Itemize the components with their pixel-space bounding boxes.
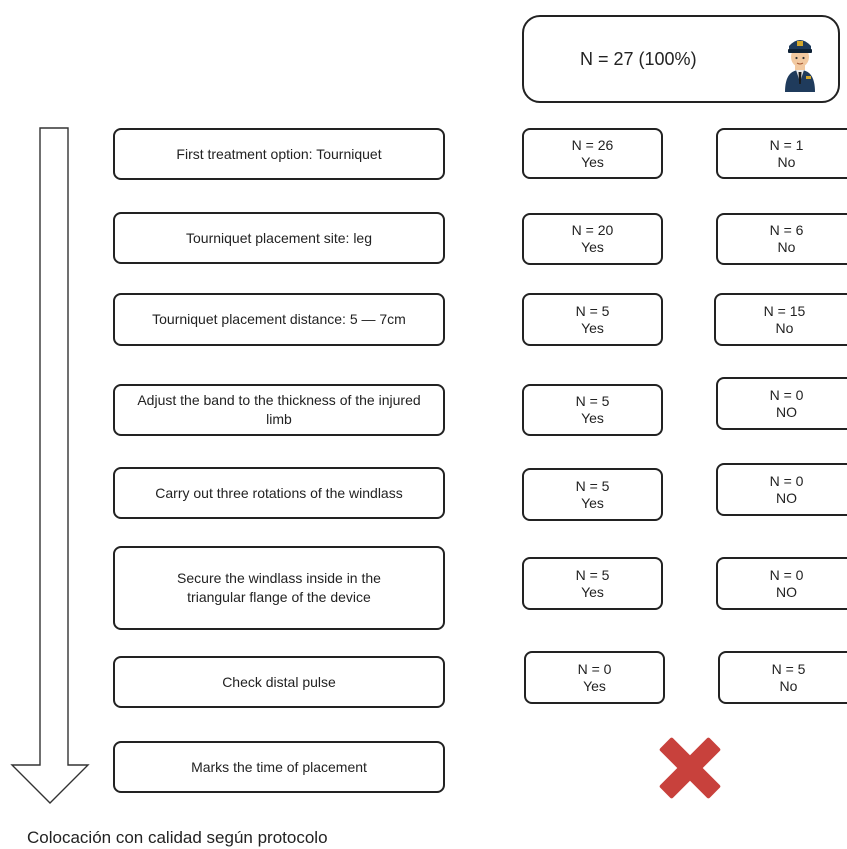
step-label: Tourniquet placement site: leg [186,229,372,246]
yes-label: Yes [581,153,604,170]
no-count: N = 0 [769,386,804,403]
flow-down-arrow [0,0,100,810]
footer-caption: Colocación con calidad según protocolo [27,828,328,847]
yes-box [522,213,663,265]
no-box [716,557,847,610]
no-count: N = 0 [769,566,804,583]
no-label: NO [776,583,797,600]
step-label: First treatment option: Tourniquet [176,145,382,162]
step-label: Secure the windlass inside in the triangular flange of the device [177,570,381,605]
no-box [716,128,847,179]
red-x-icon [652,730,728,806]
no-label: No [777,239,796,255]
step-box [113,212,445,264]
police-officer-icon [777,30,823,92]
yes-label: Yes [581,583,604,600]
yes-label: Yes [581,319,604,336]
step-box [113,293,445,346]
yes-box [522,128,663,179]
step-label: Adjust the band to the thickness of the injured limb [137,392,421,427]
no-label: No [779,677,798,694]
yes-count: N = 26 [571,136,614,153]
no-box [714,293,847,346]
step-box [113,128,445,180]
step-label: Tourniquet placement distance: 5 — 7cm [152,311,406,327]
yes-label: Yes [583,677,606,694]
no-count: N = 0 [769,472,804,489]
step-box [113,384,445,436]
yes-count: N = 5 [575,302,610,319]
no-box [718,651,847,704]
step-label: Carry out three rotations of the windlass [155,484,403,501]
yes-box [522,384,663,436]
no-label: NO [776,489,797,506]
no-count: N = 1 [769,136,804,153]
total-sample-label: N = 27 (100%) [580,48,697,69]
yes-count: N = 20 [571,222,614,238]
yes-box [522,557,663,610]
yes-box [524,651,665,704]
yes-label: Yes [581,410,604,426]
yes-count: N = 5 [575,393,610,409]
yes-box [522,293,663,346]
step-label: Check distal pulse [222,673,336,690]
no-count: N = 5 [771,660,806,677]
no-label: NO [776,403,797,420]
step-box [113,546,445,630]
no-box [716,463,847,516]
step-box [113,741,445,793]
no-box [716,213,847,265]
no-label: No [775,319,794,336]
no-box [716,377,847,430]
no-count: N = 6 [769,222,804,238]
yes-count: N = 0 [577,660,612,677]
yes-label: Yes [581,494,604,511]
yes-box [522,468,663,521]
no-count: N = 15 [763,302,806,319]
step-box [113,656,445,708]
yes-count: N = 5 [575,477,610,494]
step-box [113,467,445,519]
yes-label: Yes [581,239,604,255]
no-label: No [777,153,796,170]
yes-count: N = 5 [575,566,610,583]
step-label: Marks the time of placement [191,758,367,775]
